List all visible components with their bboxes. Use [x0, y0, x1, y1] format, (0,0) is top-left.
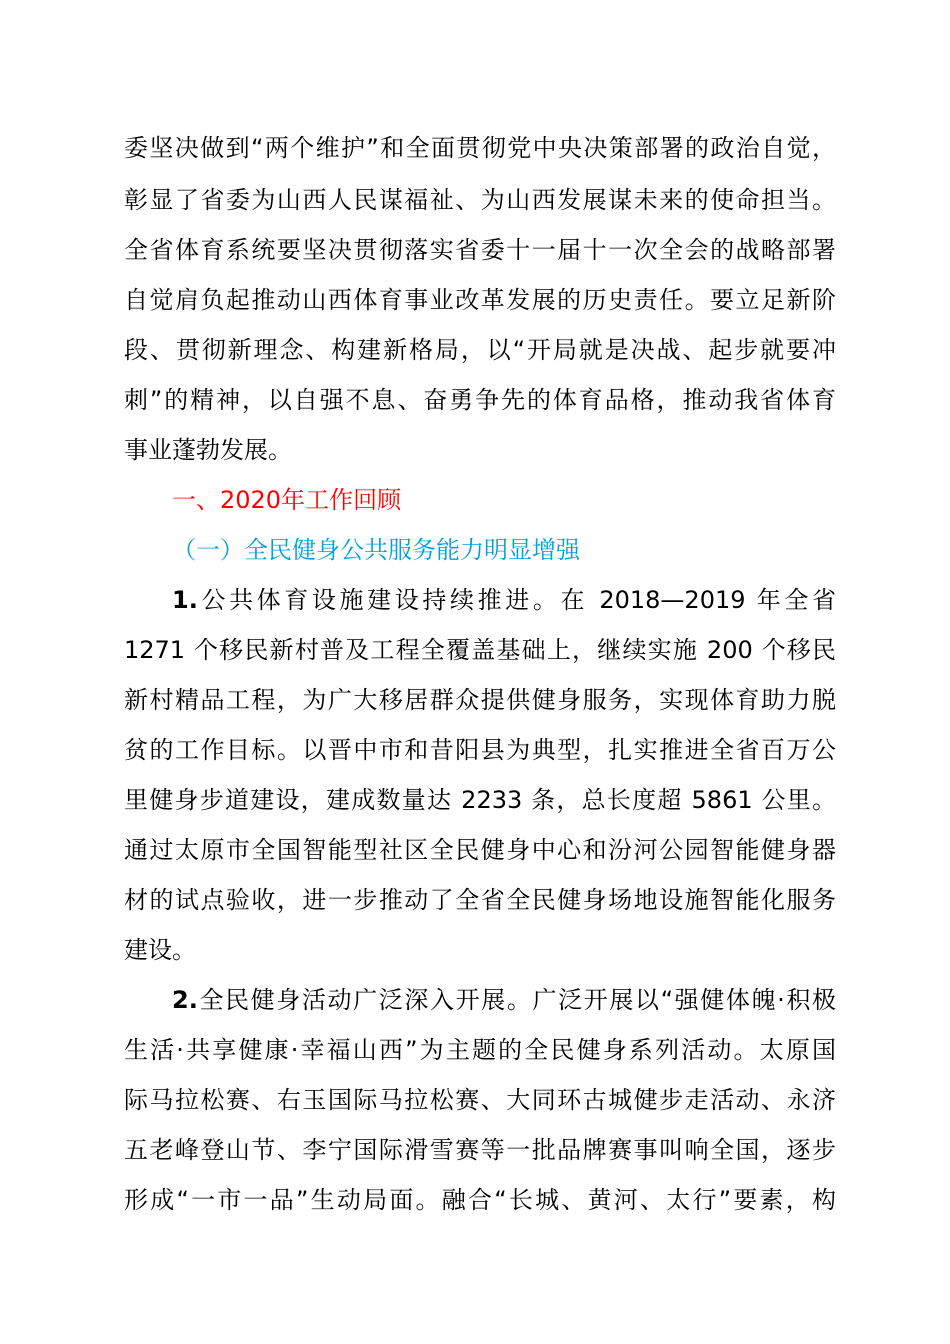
- paragraph-line: 生活·共享健康·幸福山西”为主题的全民健身系列活动。太原国: [124, 1036, 836, 1064]
- paragraph-line: 建设。: [124, 936, 196, 964]
- paragraph-line: 全省体育系统要坚决贯彻落实省委十一届十一次全会的战略部署: [124, 236, 836, 264]
- item-first-line-text: 公共体育设施建设持续推进。在 2018—2019 年全省: [197, 586, 836, 614]
- paragraph-line: 五老峰登山节、李宁国际滑雪赛等一批品牌赛事叫响全国，逐步: [124, 1136, 836, 1164]
- paragraph-line: 1271 个移民新村普及工程全覆盖基础上，继续实施 200 个移民: [124, 636, 836, 664]
- paragraph-line: 自觉肩负起推动山西体育事业改革发展的历史责任。要立足新阶: [124, 286, 836, 314]
- paragraph-line: 段、贯彻新理念、构建新格局，以“开局就是决战、起步就要冲: [124, 336, 836, 364]
- paragraph-line: 通过太原市全国智能型社区全民健身中心和汾河公园智能健身器: [124, 836, 836, 864]
- paragraph-line: 际马拉松赛、右玉国际马拉松赛、大同环古城健步走活动、永济: [124, 1086, 836, 1114]
- paragraph-line: 新村精品工程，为广大移居群众提供健身服务，实现体育助力脱: [124, 686, 836, 714]
- paragraph-line: 刺”的精神，以自强不息、奋勇争先的体育品格，推动我省体育: [124, 386, 836, 414]
- item-number: 2.: [172, 986, 198, 1014]
- paragraph-line: 贫的工作目标。以晋中市和昔阳县为典型，扎实推进全省百万公: [124, 736, 836, 764]
- paragraph-line: 形成“一市一品”生动局面。融合“长城、黄河、太行”要素，构: [124, 1186, 836, 1214]
- paragraph-line: 材的试点验收，进一步推动了全省全民健身场地设施智能化服务: [124, 886, 836, 914]
- subsection-heading: （一）全民健身公共服务能力明显增强: [172, 536, 580, 564]
- item-first-line-text: 全民健身活动广泛深入开展。广泛开展以“强健体魄·积极: [197, 986, 836, 1014]
- paragraph-line: 里健身步道建设，建成数量达 2233 条，总长度超 5861 公里。: [124, 786, 836, 814]
- paragraph-line: 委坚决做到“两个维护”和全面贯彻党中央决策部署的政治自觉，: [124, 134, 836, 162]
- section-heading: 一、2020年工作回顾: [172, 486, 402, 514]
- item-first-line: [172, 582, 836, 618]
- paragraph-line: 彰显了省委为山西人民谋福祉、为山西发展谋未来的使命担当。: [124, 186, 836, 214]
- item-first-line: [172, 982, 836, 1018]
- paragraph-line: 事业蓬勃发展。: [124, 436, 292, 464]
- item-number: 1.: [172, 586, 198, 614]
